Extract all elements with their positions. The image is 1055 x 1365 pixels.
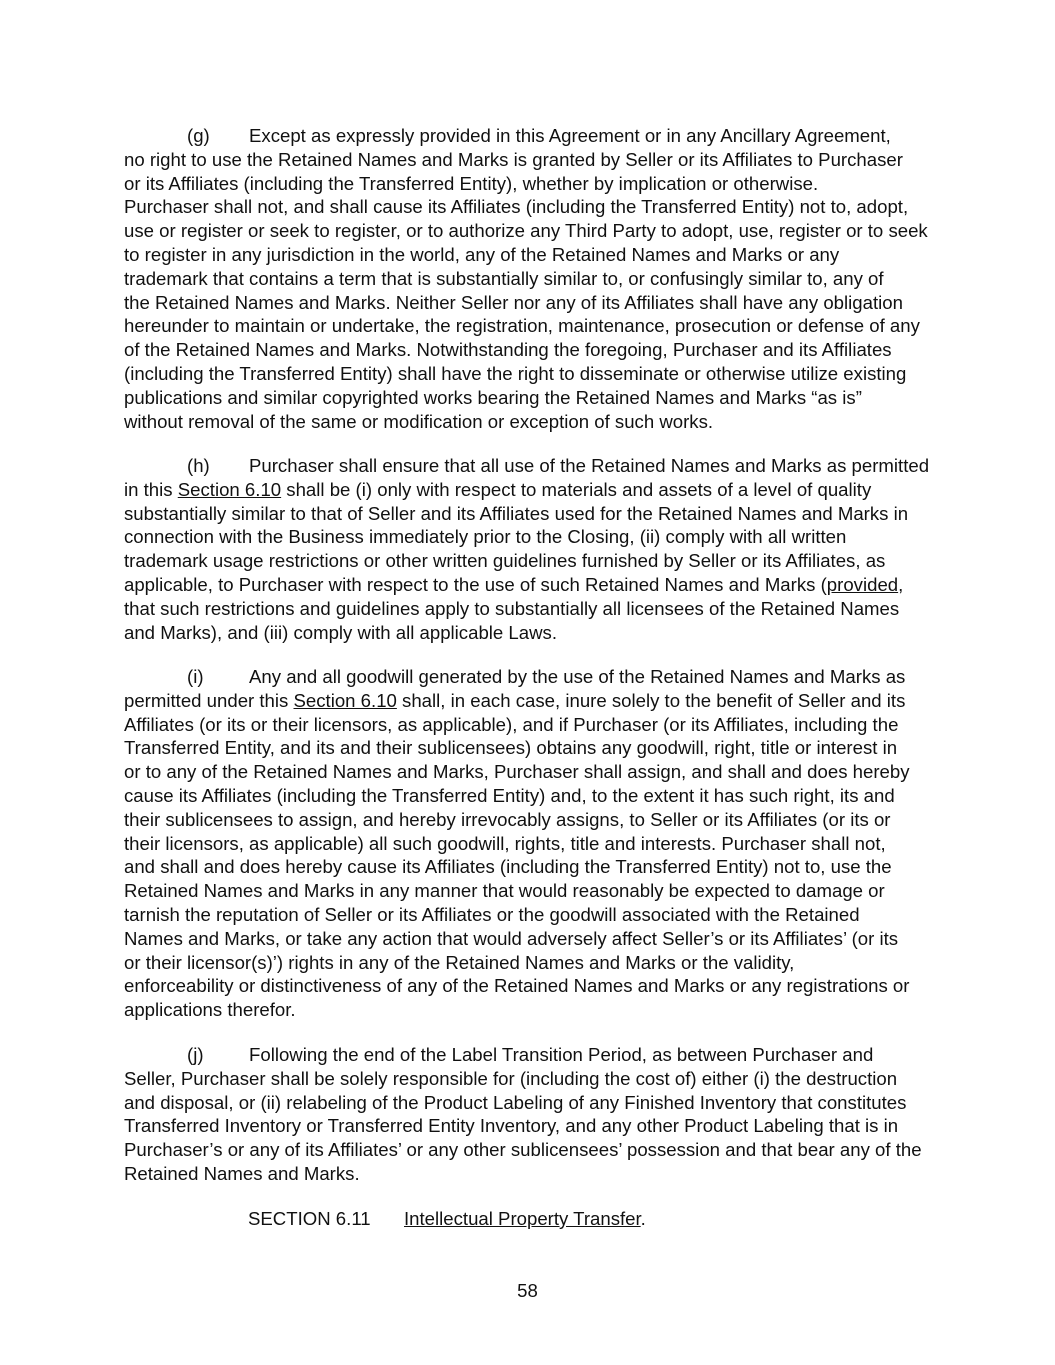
- paragraph-g-line: or its Affiliates (including the Transferred Entity), whether by implication or otherwise.: [124, 172, 819, 194]
- provided-term: provided: [826, 573, 899, 595]
- paragraph-i-line: Transferred Entity, and its and their sublicensees) obtains any goodwill, right, title or interest in: [124, 737, 898, 759]
- paragraph-i-line: or to any of the Retained Names and Marks, Purchaser shall assign, and shall and does hereby: [124, 761, 910, 783]
- paragraph-j-line: Seller, Purchaser shall be solely responsible for (including the cost of) either (i) the destruction: [124, 1067, 898, 1089]
- paragraph-j-label: (j): [187, 1044, 204, 1065]
- paragraph-i-text: permitted under this: [124, 689, 294, 711]
- paragraph-g-line: publications and similar copyrighted works bearing the Retained Names and Marks “as is”: [124, 386, 862, 408]
- paragraph-h-line: substantially similar to that of Seller and its Affiliates used for the Retained Names and Marks in: [124, 502, 909, 524]
- paragraph-g-line: of the Retained Names and Marks. Notwithstanding the foregoing, Purchaser and its Affiliates: [124, 339, 892, 361]
- paragraph-j-line: [124, 1043, 936, 1067]
- paragraph-i-line: tarnish the reputation of Seller or its Affiliates or the goodwill associated with the Retained: [124, 903, 860, 925]
- paragraph-g-line: without removal of the same or modification or exception of such works.: [124, 410, 714, 432]
- paragraph-i-text: shall, in each case, inure solely to the benefit of Seller and its: [396, 689, 906, 711]
- paragraph-h-line: [124, 478, 936, 502]
- paragraph-h-line: that such restrictions and guidelines apply to substantially all licensees of the Retained Names: [124, 597, 900, 619]
- paragraph-i-text: Any and all goodwill generated by the use of the Retained Names and Marks as: [249, 666, 906, 687]
- paragraph-i-line: enforceability or distinctiveness of any of the Retained Names and Marks or any registrations or: [124, 975, 910, 997]
- paragraph-h-line: trademark usage restrictions or other written guidelines furnished by Seller or its Affiliates, as: [124, 550, 886, 572]
- paragraph-i-line: Affiliates (or its or their licensors, as applicable), and if Purchaser (or its Affiliates, including the: [124, 713, 899, 735]
- paragraph-h-text: in this: [124, 478, 178, 500]
- paragraph-g-line: [124, 124, 936, 148]
- section-heading: [248, 1207, 646, 1231]
- paragraph-h-text: shall be (i) only with respect to materials and assets of a level of quality: [281, 478, 872, 500]
- paragraph-g-label: (g): [187, 125, 210, 146]
- paragraph-i-line: [124, 665, 936, 689]
- paragraph-i-line: applications therefor.: [124, 999, 296, 1021]
- paragraph-h-line: [124, 454, 936, 478]
- paragraph-i-label: (i): [187, 666, 204, 687]
- paragraph-i-line: [124, 689, 936, 713]
- paragraph-g-text: Except as expressly provided in this Agreement or in any Ancillary Agreement,: [249, 125, 891, 146]
- paragraph-i-line: and shall and does hereby cause its Affiliates (including the Transferred Entity) not to, use the: [124, 856, 892, 878]
- paragraph-g-line: the Retained Names and Marks. Neither Seller nor any of its Affiliates shall have any obligation: [124, 291, 903, 313]
- section-title: Intellectual Property Transfer: [404, 1208, 641, 1229]
- paragraph-g-line: no right to use the Retained Names and Marks is granted by Seller or its Affiliates to Purchaser: [124, 148, 903, 170]
- paragraph-h-line: [124, 573, 936, 597]
- paragraph-g-line: to register in any jurisdiction in the world, any of the Retained Names and Marks or any: [124, 243, 840, 265]
- paragraph-i-line: cause its Affiliates (including the Transferred Entity) and, to the extent it has such right, its and: [124, 784, 895, 806]
- paragraph-i-line: Names and Marks, or take any action that would adversely affect Seller’s or its Affiliates’ (or its: [124, 927, 899, 949]
- paragraph-j-line: Transferred Inventory or Transferred Entity Inventory, and any other Product Labeling that is in: [124, 1115, 899, 1137]
- paragraph-g-line: (including the Transferred Entity) shall have the right to disseminate or otherwise utilize existing: [124, 362, 907, 384]
- paragraph-h: [124, 454, 936, 644]
- paragraph-j-line: and disposal, or (ii) relabeling of the Product Labeling of any Finished Inventory that constitutes: [124, 1091, 907, 1113]
- paragraph-g-line: use or register or seek to register, or to authorize any Third Party to adopt, use, register or to seek: [124, 220, 928, 242]
- paragraph-h-line: connection with the Business immediately prior to the Closing, (ii) comply with all written: [124, 526, 847, 548]
- paragraph-i: [124, 665, 936, 1022]
- paragraph-h-text: ,: [898, 573, 904, 595]
- paragraph-h-text: applicable, to Purchaser with respect to the use of such Retained Names and Marks (: [124, 573, 827, 595]
- paragraph-g: [124, 124, 936, 433]
- paragraph-h-line: and Marks), and (iii) comply with all applicable Laws.: [124, 621, 557, 643]
- section-title-period: .: [640, 1208, 646, 1229]
- paragraph-j-line: Retained Names and Marks.: [124, 1162, 360, 1184]
- paragraph-i-line: their sublicensees to assign, and hereby irrevocably assigns, to Seller or its Affiliates (or its or: [124, 808, 891, 830]
- paragraph-h-text: Purchaser shall ensure that all use of the Retained Names and Marks as permitted: [249, 455, 930, 476]
- paragraph-j: [124, 1043, 936, 1186]
- section-reference-link: Section 6.10: [293, 689, 397, 711]
- page-number: 58: [517, 1280, 538, 1301]
- section-reference-link: Section 6.10: [177, 478, 282, 500]
- paragraph-g-line: Purchaser shall not, and shall cause its Affiliates (including the Transferred Entity) not to, adopt,: [124, 196, 909, 218]
- section-number: SECTION 6.11: [248, 1208, 371, 1229]
- paragraph-j-line: Purchaser’s or any of its Affiliates’ or any other sublicensees’ possession and that bear any of the: [124, 1139, 922, 1161]
- paragraph-i-line: Retained Names and Marks in any manner that would reasonably be expected to damage or: [124, 880, 885, 902]
- paragraph-i-line: or their licensor(s)’) rights in any of the Retained Names and Marks or the validity,: [124, 951, 795, 973]
- paragraph-g-line: hereunder to maintain or undertake, the registration, maintenance, prosecution or defense of any: [124, 315, 920, 337]
- paragraph-h-label: (h): [187, 455, 210, 476]
- paragraph-j-text: Following the end of the Label Transition Period, as between Purchaser and: [249, 1044, 874, 1065]
- paragraph-g-line: trademark that contains a term that is substantially similar to, or confusingly similar to, any of: [124, 267, 884, 289]
- paragraph-i-line: their licensors, as applicable) all such goodwill, rights, title and interests. Purchaser shall not,: [124, 832, 886, 854]
